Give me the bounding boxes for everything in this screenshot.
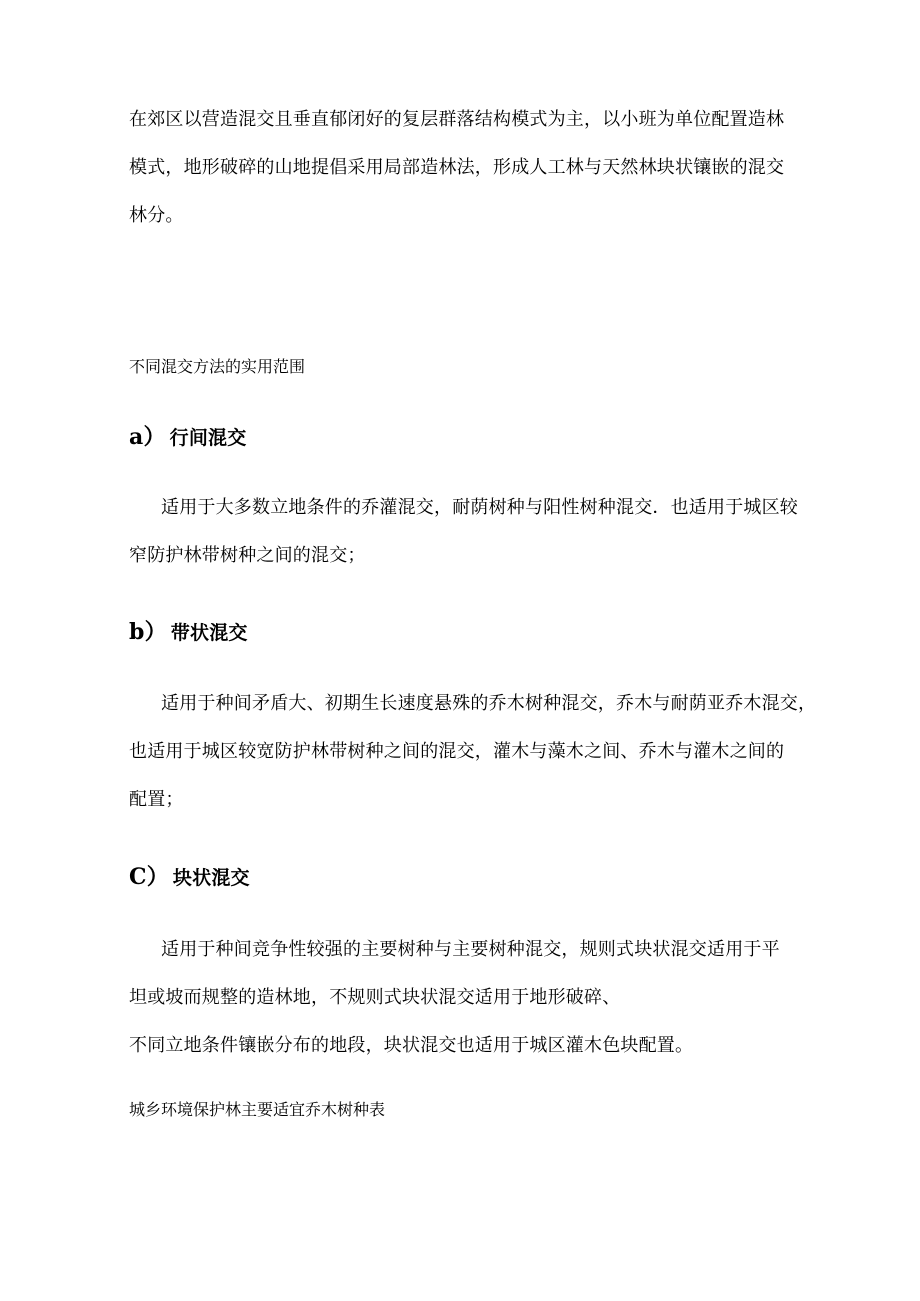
method-a-heading bbox=[129, 425, 246, 450]
method-a-title: 行间混交 bbox=[169, 427, 247, 449]
method-a-marker: a） bbox=[129, 424, 166, 450]
method-c-heading bbox=[129, 865, 250, 890]
method-b-marker: b） bbox=[129, 619, 167, 645]
intro-line-2: 模式，地形破碎的山地提倡采用局部造林法，形成人工林与天然林块状镶嵌的混交 bbox=[129, 157, 785, 178]
method-c-marker: C） bbox=[129, 864, 169, 890]
method-a-line-2: 窄防护林带树种之间的混交； bbox=[129, 545, 366, 566]
intro-line-1: 在郊区以营造混交且垂直郁闭好的复层群落结构模式为主，以小班为单位配置造林 bbox=[129, 109, 785, 130]
method-c-line-3: 不同立地条件镶嵌分布的地段，块状混交也适用于城区灌木色块配置。 bbox=[129, 1035, 694, 1056]
method-c-line-2: 坦或坡而规整的造林地，不规则式块状混交适用于地形破碎、 bbox=[129, 987, 621, 1008]
method-b-title: 带状混交 bbox=[170, 622, 248, 644]
method-a-line-1: 适用于大多数立地条件的乔灌混交，耐荫树种与阳性树种混交．也适用于城区较 bbox=[161, 497, 798, 518]
table-caption: 城乡环境保护林主要适宜乔木树种表 bbox=[129, 1100, 386, 1119]
section-title: 不同混交方法的实用范围 bbox=[129, 357, 306, 376]
method-b-heading bbox=[129, 620, 248, 645]
method-b-line-3: 配置； bbox=[129, 789, 184, 810]
method-c-title: 块状混交 bbox=[172, 867, 250, 889]
method-c-line-1: 适用于种间竞争性较强的主要树种与主要树种混交，规则式块状混交适用于平 bbox=[161, 939, 780, 960]
method-b-line-1: 适用于种间矛盾大、初期生长速度悬殊的乔木树种混交，乔木与耐荫亚乔木混交， bbox=[161, 693, 817, 714]
intro-line-3: 林分。 bbox=[129, 205, 184, 226]
method-b-line-2: 也适用于城区较宽防护林带树种之间的混交，灌木与藻木之间、乔木与灌木之间的 bbox=[129, 741, 785, 762]
